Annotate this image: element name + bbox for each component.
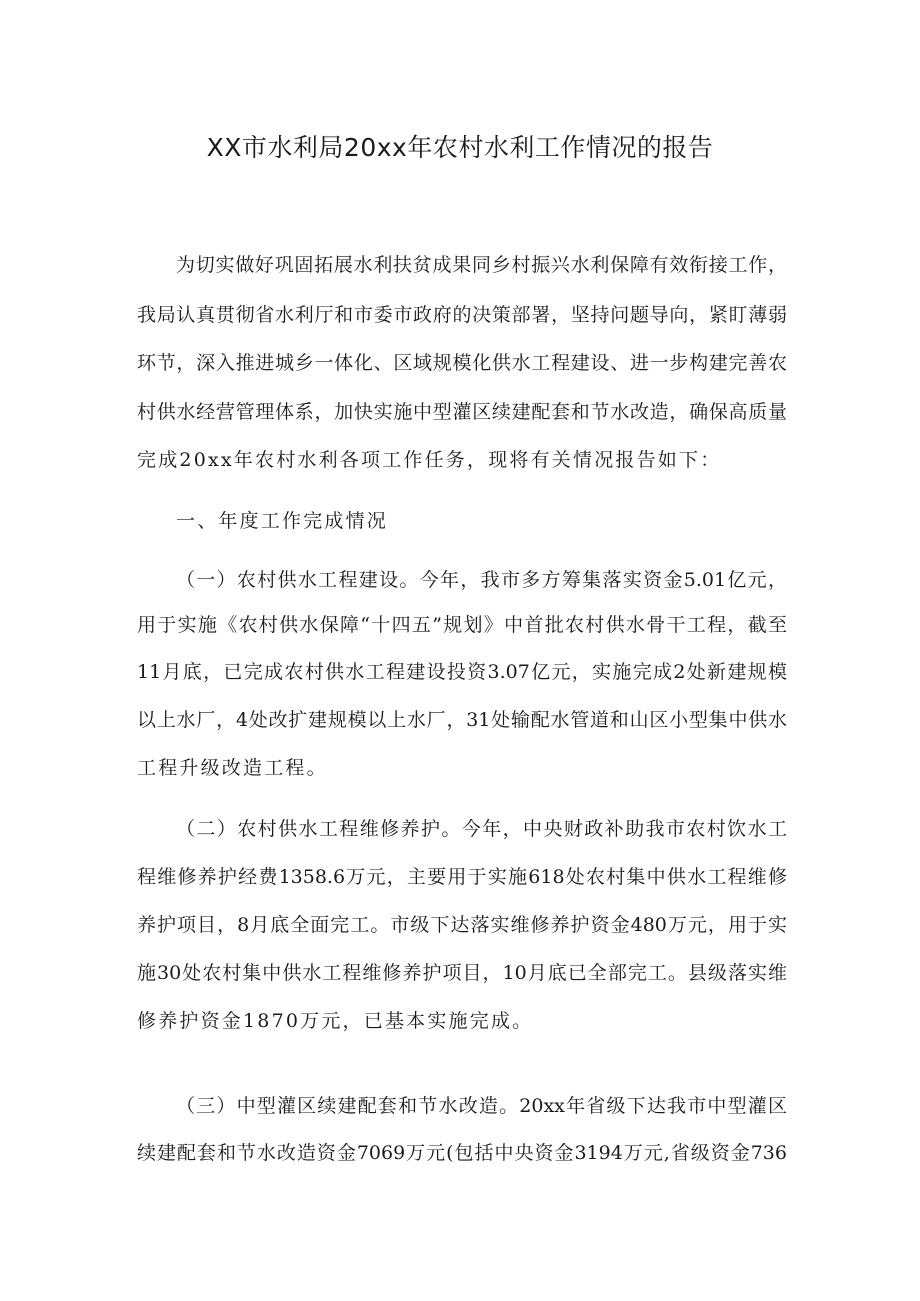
section-heading: 一、年度工作完成情况 bbox=[176, 510, 389, 532]
intro-line-1: 为切实做好巩固拓展水利扶贫成果同乡村振兴水利保障有效衔接工作， bbox=[176, 254, 787, 276]
item2-line-2: 程维修养护经费1358.6万元，主要用于实施618处农村集中供水工程维修 bbox=[137, 866, 787, 888]
item3-line-1: （三）中型灌区续建配套和节水改造。20xx年省级下达我市中型灌区 bbox=[176, 1095, 787, 1117]
intro-line-5: 完成20xx年农村水利各项工作任务，现将有关情况报告如下： bbox=[137, 449, 722, 471]
item2-line-3: 养护项目，8月底全面完工。市级下达落实维修养护资金480万元，用于实 bbox=[137, 914, 787, 936]
item2-line-4: 施30处农村集中供水工程维修养护项目，10月底已全部完工。县级落实维 bbox=[137, 962, 787, 984]
item1-line-3: 11月底，已完成农村供水工程建设投资3.07亿元，实施完成2处新建规模 bbox=[137, 661, 787, 683]
intro-line-3: 环节，深入推进城乡一体化、区域规模化供水工程建设、进一步构建完善农 bbox=[137, 352, 787, 374]
item1-line-5: 工程升级改造工程。 bbox=[137, 757, 328, 779]
intro-line-4: 村供水经营管理体系，加快实施中型灌区续建配套和节水改造，确保高质量 bbox=[137, 401, 787, 423]
intro-line-2: 我局认真贯彻省水利厅和市委市政府的决策部署，坚持问题导向，紧盯薄弱 bbox=[137, 304, 787, 326]
item1-line-1: （一）农村供水工程建设。今年，我市多方筹集落实资金5.01亿元， bbox=[176, 569, 787, 591]
item3-line-2: 续建配套和节水改造资金7069万元(包括中央资金3194万元,省级资金736 bbox=[137, 1142, 787, 1164]
item2-line-5: 修养护资金1870万元，已基本实施完成。 bbox=[137, 1010, 534, 1032]
item1-line-2: 用于实施《农村供水保障“十四五”规划》中首批农村供水骨干工程，截至 bbox=[137, 614, 787, 636]
item2-line-1: （二）农村供水工程维修养护。今年，中央财政补助我市农村饮水工 bbox=[176, 818, 787, 840]
item1-line-4: 以上水厂，4处改扩建规模以上水厂，31处输配水管道和山区小型集中供水 bbox=[137, 709, 787, 731]
document-title: XX市水利局20xx年农村水利工作情况的报告 bbox=[206, 133, 714, 162]
